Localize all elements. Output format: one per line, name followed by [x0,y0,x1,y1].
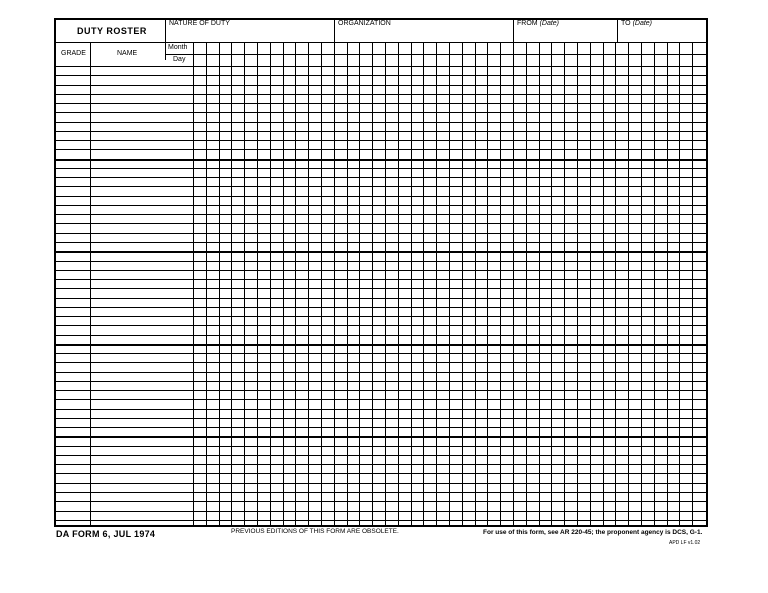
organization-field[interactable] [338,20,391,27]
block-separator [54,436,708,438]
row-line [54,298,708,299]
header-divider [334,18,335,43]
row-line [54,288,708,289]
row-line [54,122,708,123]
header-divider [617,18,618,43]
row-line [54,501,708,502]
row-line [54,131,708,132]
row-line [54,66,708,67]
day-row-header: Day [173,56,186,63]
from-hint: (Date) [539,20,560,27]
row-line [54,279,708,280]
header-divider [513,18,514,43]
row-line [54,223,708,224]
row-line [54,409,708,410]
row-line [54,177,708,178]
name-column-header: NAME [117,50,138,57]
proponent-notice: For use of this form, see AR 220-45; the proponent agency is DCS, G-1. [483,529,703,536]
row-line [54,270,708,271]
row-line [54,168,708,169]
row-line [54,335,708,336]
obsolete-notice: PREVIOUS EDITIONS OF THIS FORM ARE OBSOLETE. [231,528,399,535]
row-line [54,103,708,104]
block-separator [54,344,708,346]
row-line [54,242,708,243]
row-line [54,390,708,391]
row-line [54,196,708,197]
from-label: FROM [517,20,538,27]
row-line [54,455,708,456]
version-label: APD LF v1.02 [669,540,701,546]
row-line [54,140,708,141]
row-line [54,446,708,447]
row-line [54,511,708,512]
row-line [54,214,708,215]
row-line [54,427,708,428]
row-line [54,520,708,521]
row-line [54,233,708,234]
row-line [54,399,708,400]
row-line [54,186,708,187]
row-line [54,149,708,150]
nature-of-duty-label: NATURE OF DUTY [169,20,230,27]
form-title: DUTY ROSTER [77,26,147,36]
nature-of-duty-field[interactable] [169,20,230,27]
to-label: TO [621,20,631,27]
row-line [54,381,708,382]
row-line [54,483,708,484]
row-line [54,316,708,317]
row-line [54,75,708,76]
row-line [54,372,708,373]
row-line [54,492,708,493]
row-line [54,112,708,113]
row-line [54,261,708,262]
row-line [54,307,708,308]
month-row-header: Month [168,44,188,51]
row-line [54,418,708,419]
row-line [54,325,708,326]
to-date-field[interactable] [621,20,652,27]
header-rule [54,42,166,43]
row-line [54,353,708,354]
row-line [54,205,708,206]
organization-label: ORGANIZATION [338,20,391,27]
row-line [54,362,708,363]
block-separator [54,251,708,253]
row-line [54,464,708,465]
form-id: DA FORM 6, JUL 1974 [56,529,156,539]
from-date-field[interactable] [517,20,559,27]
row-line [54,473,708,474]
row-line [54,85,708,86]
row-line [54,94,708,95]
block-separator [54,159,708,161]
to-hint: (Date) [632,20,653,27]
grade-column-header: GRADE [61,50,86,57]
